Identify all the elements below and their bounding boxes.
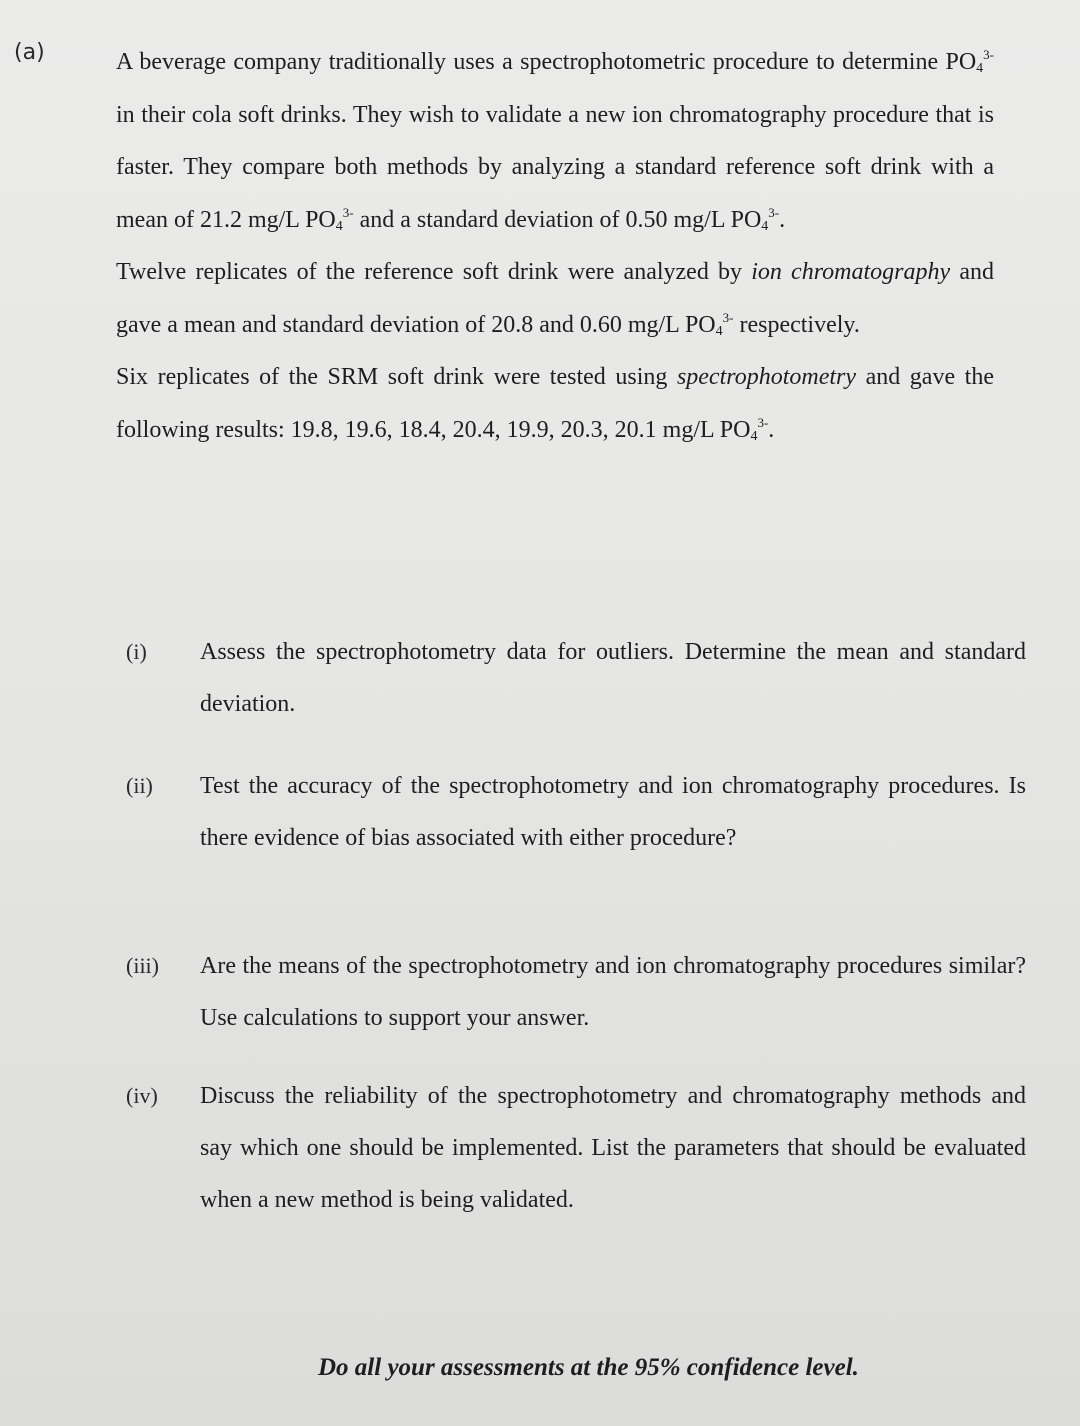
sub-question-number: (ii) bbox=[126, 773, 153, 798]
sub-question-text: Are the means of the spectrophotometry and ion chromatography procedures similar? Use calculations to support your answer. bbox=[200, 953, 1026, 1031]
question-intro bbox=[116, 36, 994, 456]
intro-paragraph-1: A beverage company traditionally uses a spectrophotometric procedure to determine $PO_4^{3-}$ in their cola soft drinks. They wish to validate a new ion chromatography procedure that is faster. They compare both methods by analyzing a standard reference soft drink with a mean of 21.2 mg/L $PO_4^{3-}$ and a standard deviation of 0.50 mg/L $PO_4^{3-}$. bbox=[116, 47, 994, 234]
sub-question-iii bbox=[126, 940, 1026, 1044]
sub-question-i bbox=[126, 626, 1026, 730]
confidence-level-instruction: Do all your assessments at the 95% confidence level. bbox=[318, 1354, 859, 1381]
sub-question-number: (iv) bbox=[126, 1083, 158, 1108]
sub-question-iv bbox=[126, 1070, 1026, 1226]
sub-question-text: Test the accuracy of the spectrophotometry and ion chromatography procedures. Is there evidence of bias associated with either procedure? bbox=[200, 773, 1026, 851]
part-label: (a) bbox=[14, 40, 45, 65]
sub-question-text: Discuss the reliability of the spectrophotometry and chromatography methods and say which one should be implemented. List the parameters that should be evaluated when a new method is being validated. bbox=[200, 1083, 1026, 1213]
sub-question-number: (i) bbox=[126, 639, 147, 664]
intro-paragraph-2: Twelve replicates of the reference soft drink were analyzed by ion chromatography and gave a mean and standard deviation of 20.8 and 0.60 mg/L $PO_4^{3-}$ respectively. bbox=[116, 259, 994, 339]
intro-paragraph-3: Six replicates of the SRM soft drink were tested using spectrophotometry and gave the following results: 19.8, 19.6, 18.4, 20.4, 19.9, 20.3, 20.1 mg/L $PO_4^{3-}$. bbox=[116, 364, 994, 444]
sub-question-number: (iii) bbox=[126, 953, 159, 978]
sub-question-ii bbox=[126, 760, 1026, 864]
sub-question-text: Assess the spectrophotometry data for outliers. Determine the mean and standard deviation. bbox=[200, 639, 1026, 717]
